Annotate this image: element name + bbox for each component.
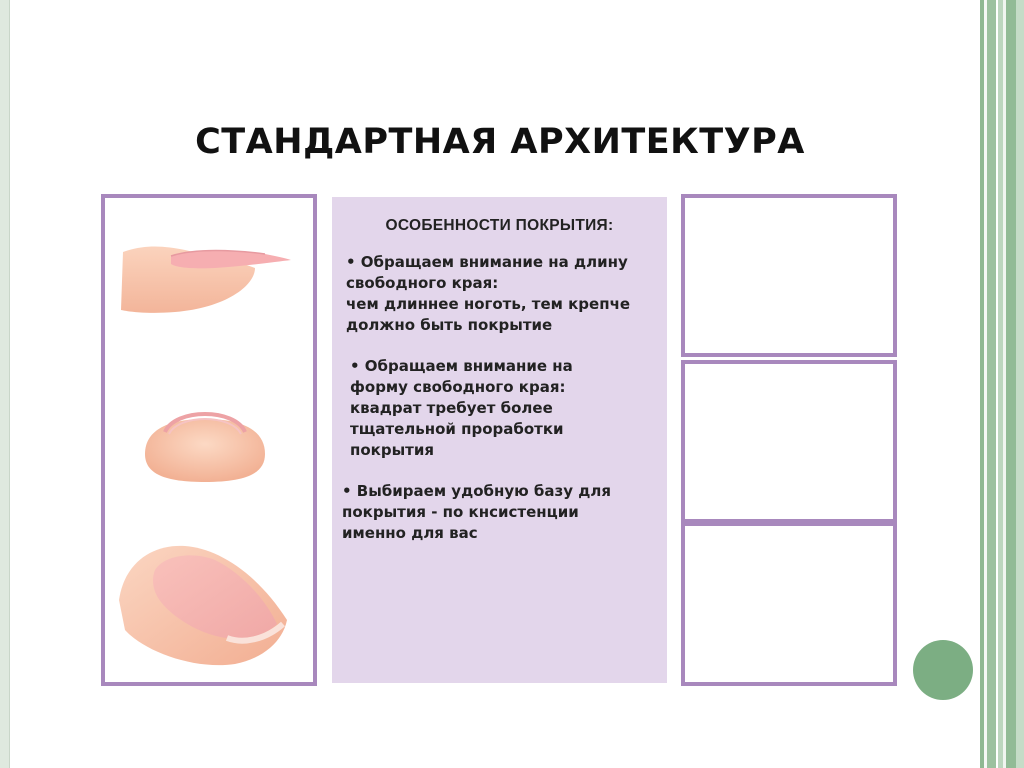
slide-title: СТАНДАРТНАЯ АРХИТЕКТУРА: [195, 122, 805, 162]
bullet-line: покрытия: [350, 441, 434, 459]
bullet-line: свободного края:: [346, 274, 499, 292]
nail-side-profile-illustration: [115, 238, 295, 318]
left-decorative-rule: [0, 0, 10, 768]
bullet-line: покрытия - по кнсистенции: [342, 503, 579, 521]
bullet-line: • Выбираем удобную базу для: [342, 482, 611, 500]
right-decorative-stripes: [976, 0, 1024, 768]
bullet-line: чем длиннее ноготь, тем крепче: [346, 295, 631, 313]
bullet-line: • Обращаем внимание на длину: [346, 253, 628, 271]
nail-top-view-illustration: [115, 540, 295, 670]
bullet-line: квадрат требует более: [350, 399, 553, 417]
nail-illustrations-frame: [101, 194, 317, 686]
bullet-line: именно для вас: [342, 524, 478, 542]
empty-frame-bottom: [681, 522, 897, 686]
empty-frame-top: [681, 194, 897, 357]
bullet-choose-base: [342, 481, 653, 544]
bullet-free-edge-shape: [350, 356, 653, 461]
bullet-line: форму свободного края:: [350, 378, 566, 396]
bullet-free-edge-length: [346, 252, 653, 336]
nail-front-curve-illustration: [135, 394, 275, 489]
bullet-line: должно быть покрытие: [346, 316, 553, 334]
bullet-line: • Обращаем внимание на: [350, 357, 573, 375]
empty-frame-middle: [681, 360, 897, 523]
panel-heading: ОСОБЕННОСТИ ПОКРЫТИЯ:: [385, 217, 614, 234]
bullet-line: тщательной проработки: [350, 420, 564, 438]
decorative-green-circle: [913, 640, 973, 700]
coating-features-panel: [332, 197, 667, 683]
